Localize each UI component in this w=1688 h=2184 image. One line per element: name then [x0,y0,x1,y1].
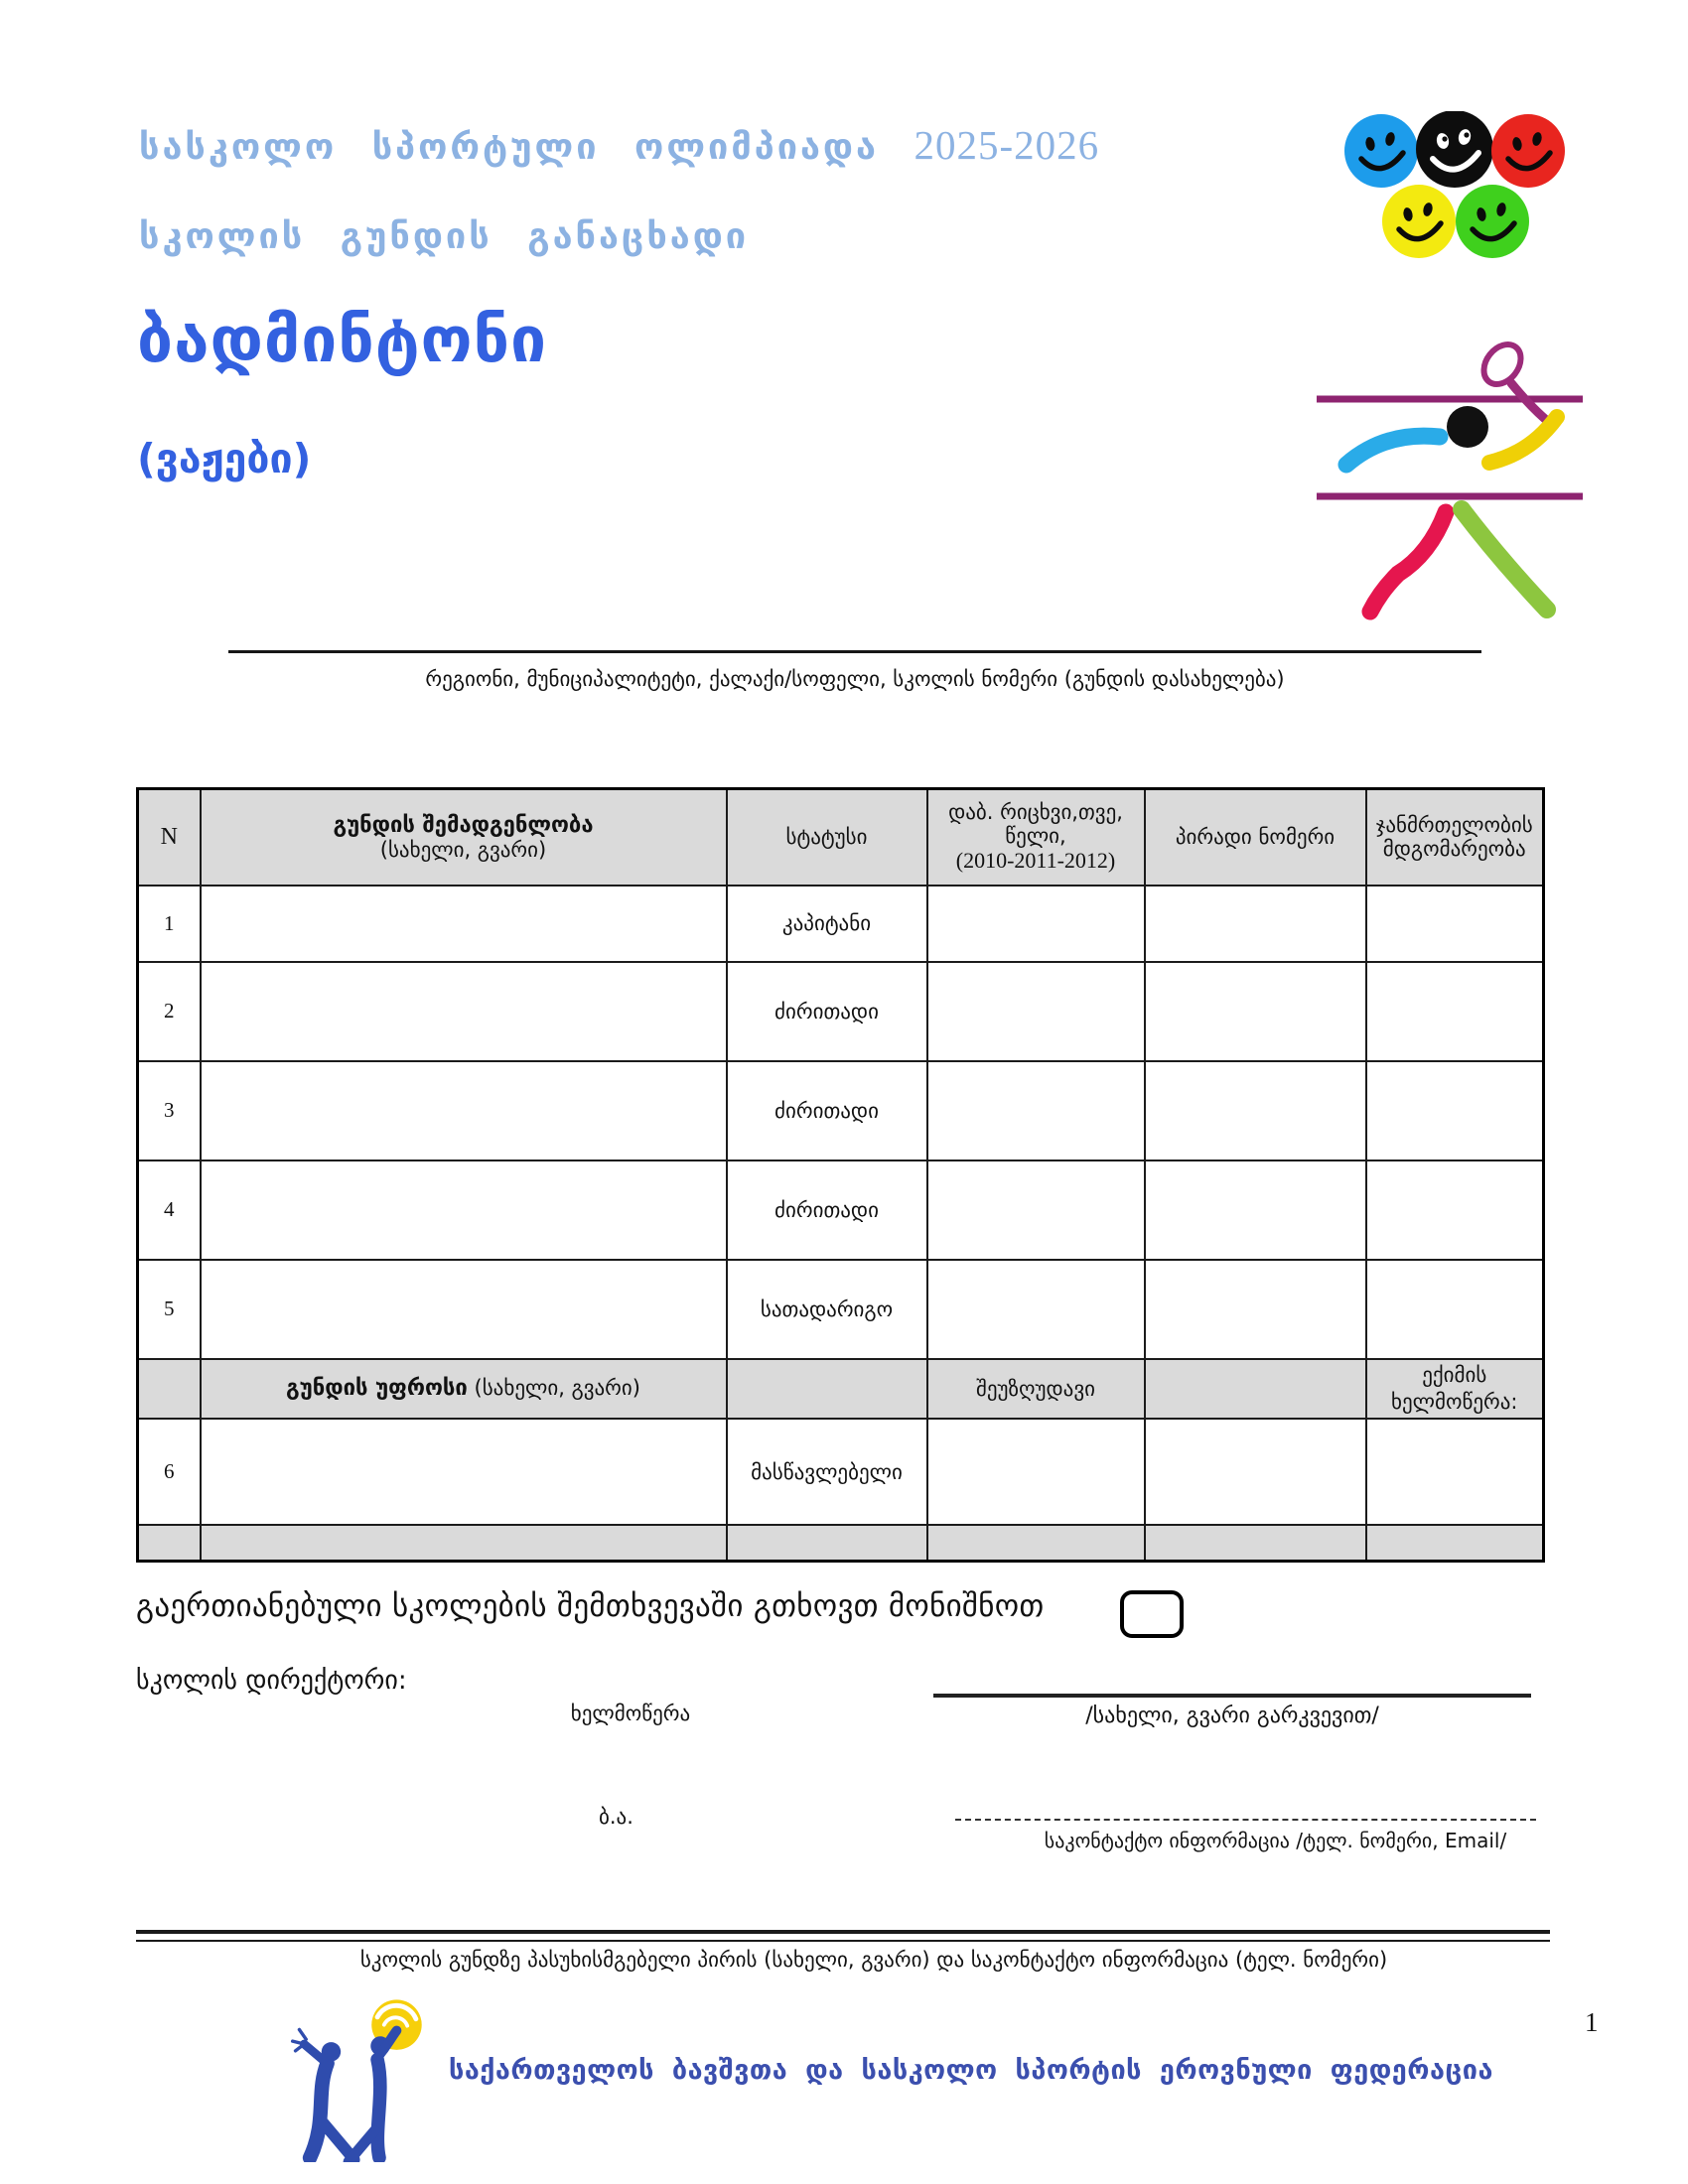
page-title: ბადმინტონი [137,304,548,377]
player-health-cell-empty [1366,962,1544,1061]
page-number: 1 [1585,2007,1599,2037]
player-name-cell-empty [201,1260,727,1359]
col-header-personal-number: პირადი ნომერი [1145,789,1366,886]
player-name-cell-empty [201,1061,727,1160]
player-status-cell: სათადარიგო [727,1260,927,1359]
leader-restriction-cell: შეუზღუდავი [927,1359,1145,1420]
teacher-status-cell: მასწავლებელი [727,1419,927,1525]
teacher-birthdate-cell-empty [927,1419,1145,1525]
stamp-abbreviation: ბ.ა. [599,1805,633,1829]
teacher-health-cell-empty [1366,1419,1544,1525]
col-header-n: N [138,789,201,886]
player-health-cell-empty [1366,1260,1544,1359]
contact-fill-line [955,1819,1536,1821]
federation-name: საქართველოს ბავშვთა და სასკოლო სპორტის ეროვნული ფედერაცია [449,2055,1493,2086]
table-footer-empty-row [138,1525,1544,1561]
merged-schools-note: გაერთიანებული სკოლების შემთხვევაში გთხოვთ მონიშნოთ [136,1588,1045,1624]
col-header-birthdate-text: დაბ. რიცხვი,თვე, წელი, [948,800,1123,849]
player-status-cell: ძირითადი [727,1061,927,1160]
col-header-team-title: გუნდის შემადგენლობა [333,812,594,838]
col-header-team-sub: (სახელი, გვარი) [379,837,547,862]
player-birthdate-cell-empty [927,886,1145,962]
team-leader-header-row [138,1359,1544,1420]
col-header-team [201,789,727,886]
director-signature-caption: ხელმოწერა [570,1702,691,1725]
teacher-personal-number-cell-empty [1145,1419,1366,1525]
player-personal-number-cell-empty [1145,1260,1366,1359]
col-header-status: სტატუსი [727,789,927,886]
header-years: 2025-2026 [914,122,1100,168]
player-personal-number-cell-empty [1145,1061,1366,1160]
player-personal-number-cell-empty [1145,886,1366,962]
doctor-signature-cell: ექიმის ხელმოწერა: [1366,1359,1544,1420]
leader-personal-cell-empty [1145,1359,1366,1420]
header-line1 [139,121,1099,169]
player-row-1 [138,886,1544,962]
player-health-cell-empty [1366,886,1544,962]
leader-label-sub: (სახელი, გვარი) [474,1376,640,1401]
school-name-fill-line [228,650,1481,653]
col-header-health: ჯანმრთელობის მდგომარეობა [1366,789,1544,886]
header-line1-text: სასკოლო სპორტული ოლიმპიადა [139,127,879,168]
player-status-cell: ძირითადი [727,962,927,1061]
row-number: 1 [138,886,201,962]
page-subtitle: (ვაჟები) [137,435,312,482]
olympic-smileys-logo-icon [1343,111,1572,262]
player-birthdate-cell-empty [927,1260,1145,1359]
player-status-cell: ძირითადი [727,1160,927,1260]
player-birthdate-cell-empty [927,1061,1145,1160]
leader-label-bold: გუნდის უფროსი [286,1376,468,1402]
row-number: 3 [138,1061,201,1160]
player-personal-number-cell-empty [1145,962,1366,1061]
player-name-cell-empty [201,886,727,962]
teacher-name-cell-empty [201,1419,727,1525]
leader-status-cell-empty [727,1359,927,1420]
row-number: 4 [138,1160,201,1260]
player-health-cell-empty [1366,1160,1544,1260]
director-name-fill-line [933,1694,1531,1698]
leader-label-cell [201,1359,727,1420]
badminton-pictogram-icon [1311,336,1589,623]
row-number: 5 [138,1260,201,1359]
merged-schools-checkbox[interactable] [1120,1590,1184,1638]
leader-blank-cell [138,1359,201,1420]
player-personal-number-cell-empty [1145,1160,1366,1260]
responsible-person-caption: სკოლის გუნდზე პასუხისმგებელი პირის (სახელი, გვარი) და საკონტაქტო ინფორმაცია (ტელ. ნომერი) [359,1948,1388,1972]
player-row-3 [138,1061,1544,1160]
player-health-cell-empty [1366,1061,1544,1160]
player-birthdate-cell-empty [927,1160,1145,1260]
player-status-cell: კაპიტანი [727,886,927,962]
director-label: სკოლის დირექტორი: [136,1666,407,1696]
player-row-4 [138,1160,1544,1260]
col-header-birthdate [927,789,1145,886]
federation-logo-icon [281,1993,445,2162]
row-number: 2 [138,962,201,1061]
player-row-2 [138,962,1544,1061]
bottom-divider [136,1930,1550,1942]
team-roster-table [136,787,1545,1563]
header-line2: სკოლის გუნდის განაცხადი [139,216,750,257]
school-name-caption: რეგიონი, მუნიციპალიტეტი, ქალაქი/სოფელი, სკოლის ნომერი (გუნდის დასახელება) [425,667,1285,691]
teacher-row [138,1419,1544,1525]
row-number: 6 [138,1419,201,1525]
col-header-birthdate-years: (2010-2011-2012) [955,848,1116,874]
player-row-5 [138,1260,1544,1359]
contact-caption: საკონტაქტო ინფორმაცია /ტელ. ნომერი, Email/ [1044,1829,1507,1852]
player-name-cell-empty [201,962,727,1061]
player-name-cell-empty [201,1160,727,1260]
player-birthdate-cell-empty [927,962,1145,1061]
director-name-caption: /სახელი, გვარი გარკვევით/ [1085,1704,1379,1728]
